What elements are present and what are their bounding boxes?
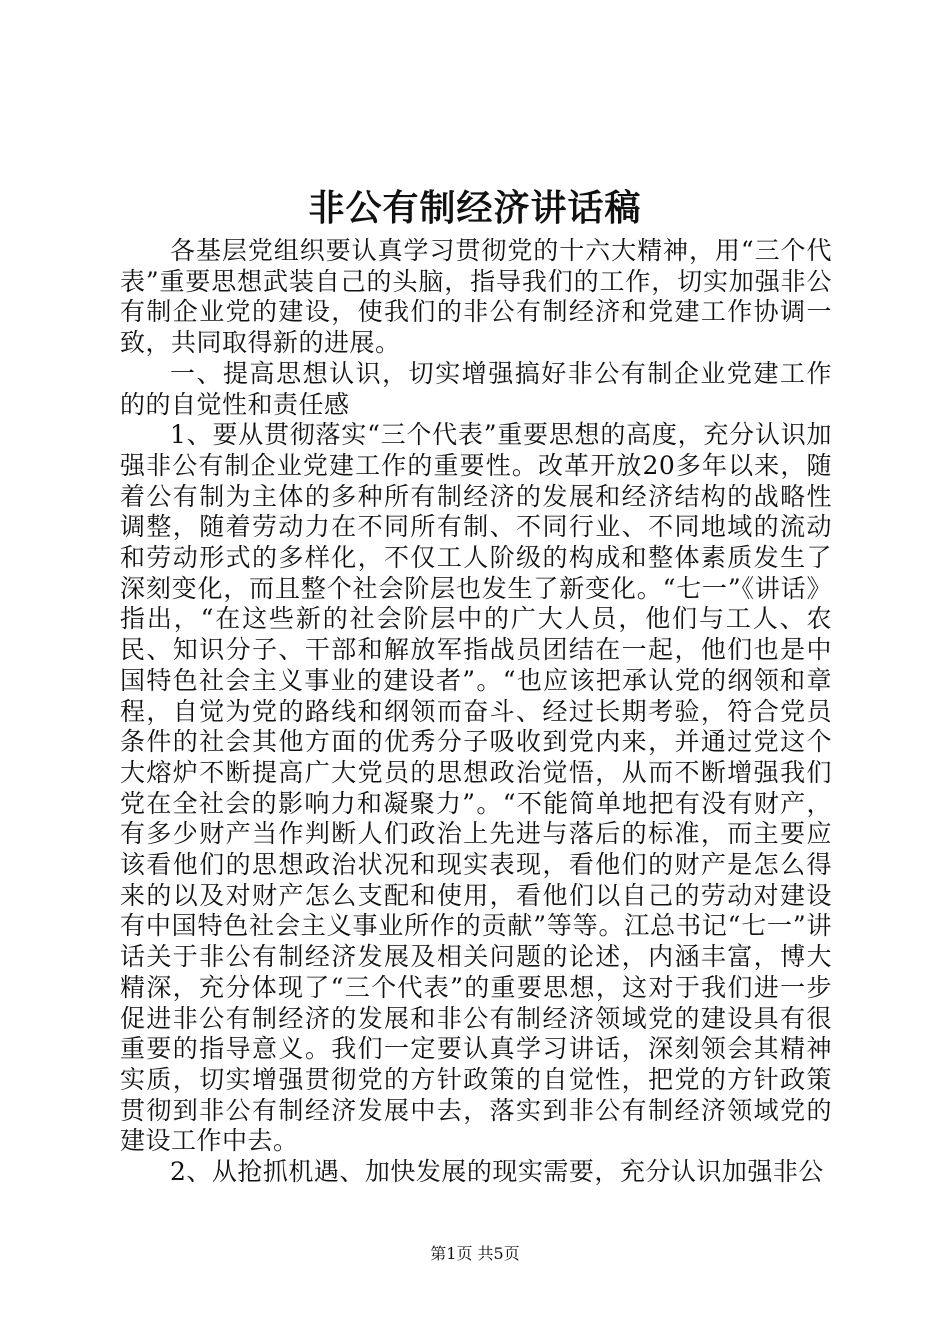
- document-title: 非公有制经济讲话稿: [308, 187, 642, 229]
- paragraph: 各基层党组织要认真学习贯彻党的十六大精神，用“三个代表”重要思想武装自己的头脑，指导我们的工作，切实加强非公有制企业党的建设，使我们的非公有制经济和党建工作协调一致，共同取得新的进展。: [120, 236, 832, 358]
- section-heading: 一、提高思想认识，切实增强搞好非公有制企业党建工作的的自觉性和责任感: [120, 358, 832, 419]
- document-body: [120, 236, 832, 1188]
- page-footer: 第1页 共5页: [430, 1244, 520, 1263]
- paragraph: 2、从抢抓机遇、加快发展的现实需要，充分认识加强非公: [170, 1157, 824, 1187]
- paragraph: 1、要从贯彻落实“三个代表”重要思想的高度，充分认识加强非公有制企业党建工作的重要性。改革开放20多年以来，随着公有制为主体的多种所有制经济的发展和经济结构的战略性调整，随着劳动力在不同所有制、不同行业、不同地域的流动和劳动形式的多样化，不仅工人阶级的构成和整体素质发生了深刻变化，而且整个社会阶层也发生了新变化。“七一”《讲话》指出，“在这些新的社会阶层中的广大人员，他们与工人、农民、知识分子、干部和解放军指战员团结在一起，他们也是中国特色社会主义事业的建设者”。“也应该把承认党的纲领和章程，自觉为党的路线和纲领而奋斗、经过长期考验，符合党员条件的社会其他方面的优秀分子吸收到党内来，并通过党这个大熔炉不断提高广大党员的思想政治觉悟，从而不断增强我们党在全社会的影响力和凝聚力”。“不能简单地把有没有财产，有多少财产当作判断人们政治上先进与落后的标准，而主要应该看他们的思想政治状况和现实表现，看他们的财产是怎么得来的以及对财产怎么支配和使用，看他们以自己的劳动对建设有中国特色社会主义事业所作的贡献”等等。江总书记“七一”讲话关于非公有制经济发展及相关问题的论述，内涵丰富，博大精深，充分体现了“三个代表”的重要思想，这对于我们进一步促进非公有制经济的发展和非公有制经济领域党的建设具有很重要的指导意义。我们一定要认真学习讲话，深刻领会其精神实质，切实增强贯彻党的方针政策的自觉性，把党的方针政策贯彻到非公有制经济发展中去，落实到非公有制经济领域党的建设工作中去。: [120, 420, 832, 1156]
